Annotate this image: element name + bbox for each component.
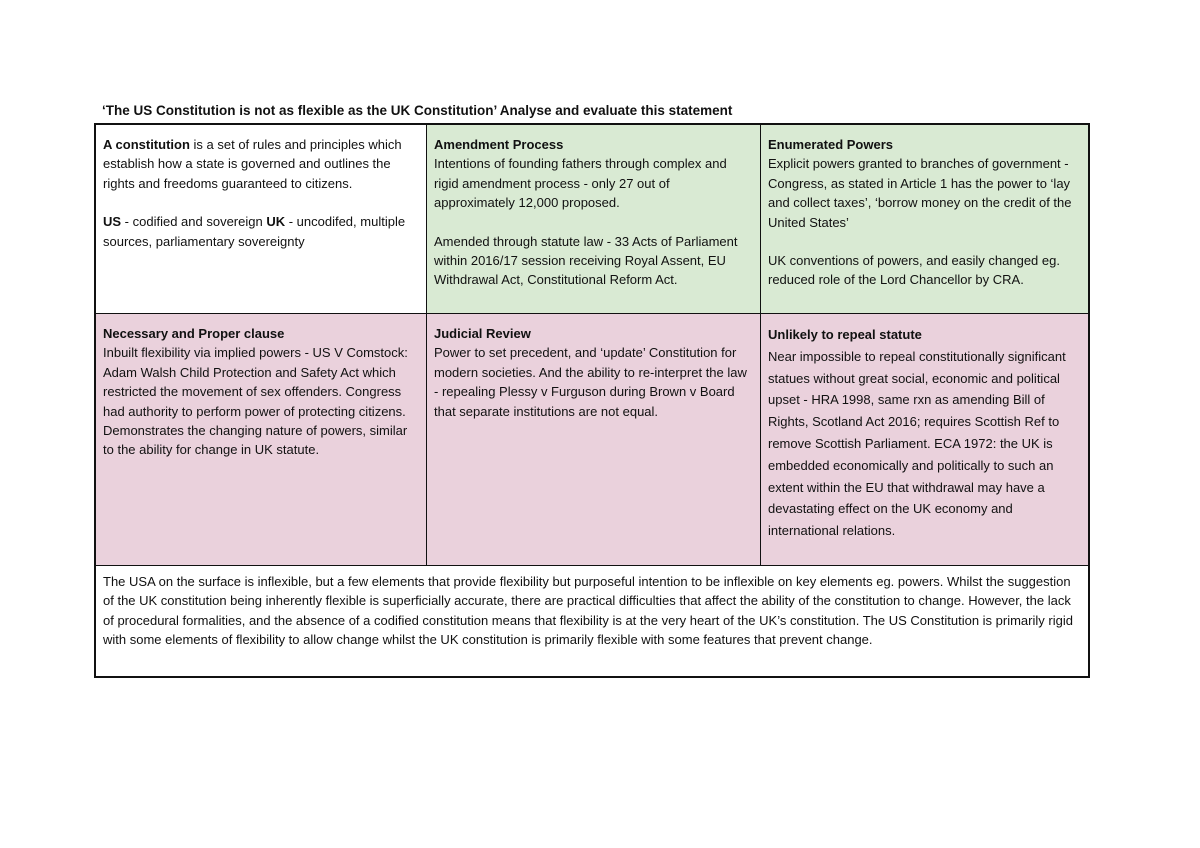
us-uk-paragraph (103, 212, 419, 251)
page-title: ‘The US Constitution is not as flexible as the UK Constitution’ Analyse and evaluate this statement (102, 103, 733, 118)
cell-conclusion (96, 566, 1088, 676)
enumerated-heading: Enumerated Powers (768, 137, 893, 152)
necessary-heading: Necessary and Proper clause (103, 326, 285, 341)
uk-text: - uncodifed, multiple sources, parliamentary sovereignty (103, 214, 406, 249)
cell-repeal-statute (761, 314, 1088, 566)
us-label: US (103, 214, 122, 230)
evaluation-table (94, 123, 1090, 678)
cell-necessary-proper (96, 314, 427, 566)
us-text: - codified and sovereign (121, 214, 267, 230)
uk-label: UK (266, 214, 286, 230)
amendment-para-1: Intentions of founding fathers through complex and rigid amendment process - only 27 out of approximately 12,000 proposed. (434, 156, 727, 211)
definition-text: is a set of rules and principles which establish how a state is governed and outlines the rights and freedoms guaranteed to citizens. (103, 137, 402, 191)
enumerated-para-1: Explicit powers granted to branches of government - Congress, as stated in Article 1 has the power to ‘lay and collect taxes’, ‘borrow money on the credit of the United States’ (768, 156, 1072, 230)
judicial-heading: Judicial Review (434, 326, 531, 341)
cell-amendment-process (427, 125, 761, 314)
repeal-heading: Unlikely to repeal statute (768, 327, 922, 342)
amendment-para-2: Amended through statute law - 33 Acts of Parliament within 2016/17 session receiving Royal Assent, EU Withdrawal Act, Constitutional Reform Act. (434, 233, 738, 288)
cell-constitution-definition (96, 125, 427, 314)
necessary-text: Inbuilt flexibility via implied powers - US V Comstock: Adam Walsh Child Protection and Safety Act which restricted the movement of sex offenders. Congress had authority to perform power of protecting citizens. Demonstrates the changing nature of powers, similar to the ability for change in UK statute. (103, 345, 408, 458)
definition-bold-lead: A constitution (103, 137, 190, 152)
cell-enumerated-powers (761, 125, 1088, 314)
repeal-text: Near impossible to repeal constitutionally significant statues without great social, economic and political upset - HRA 1998, same rxn as amending Bill of Rights, Scotland Act 2016; requires Scottish Ref to remove Scottish Parliament. ECA 1972: the UK is embedded economically and politically to such an extent within the EU that withdrawal may have a devastating effect on the UK economy and international relations. (768, 348, 1066, 539)
amendment-heading: Amendment Process (434, 137, 564, 152)
enumerated-para-2: UK conventions of powers, and easily changed eg. reduced role of the Lord Chancellor by CRA. (768, 253, 1060, 288)
judicial-text: Power to set precedent, and ‘update’ Constitution for modern societies. And the ability to re-interpret the law - repealing Plessy v Furguson during Brown v Board that separate institutions are not equal. (434, 345, 747, 419)
definition-paragraph (103, 135, 419, 193)
conclusion-text: The USA on the surface is inflexible, but a few elements that provide flexibility but purposeful intention to be inflexible on key elements eg. powers. Whilst the suggestion of the UK constitution being inherently flexible is superficially accurate, there are practical difficulties that affect the ability of the constitution to change. However, the lack of procedural formalities, and the absence of a codified constitution means that flexibility is at the very heart of the UK’s constitution. The US Constitution is primarily rigid with some elements of flexibility to allow change whilst the UK constitution is primarily flexible with some features that prevent change. (103, 574, 1073, 648)
cell-judicial-review (427, 314, 761, 566)
